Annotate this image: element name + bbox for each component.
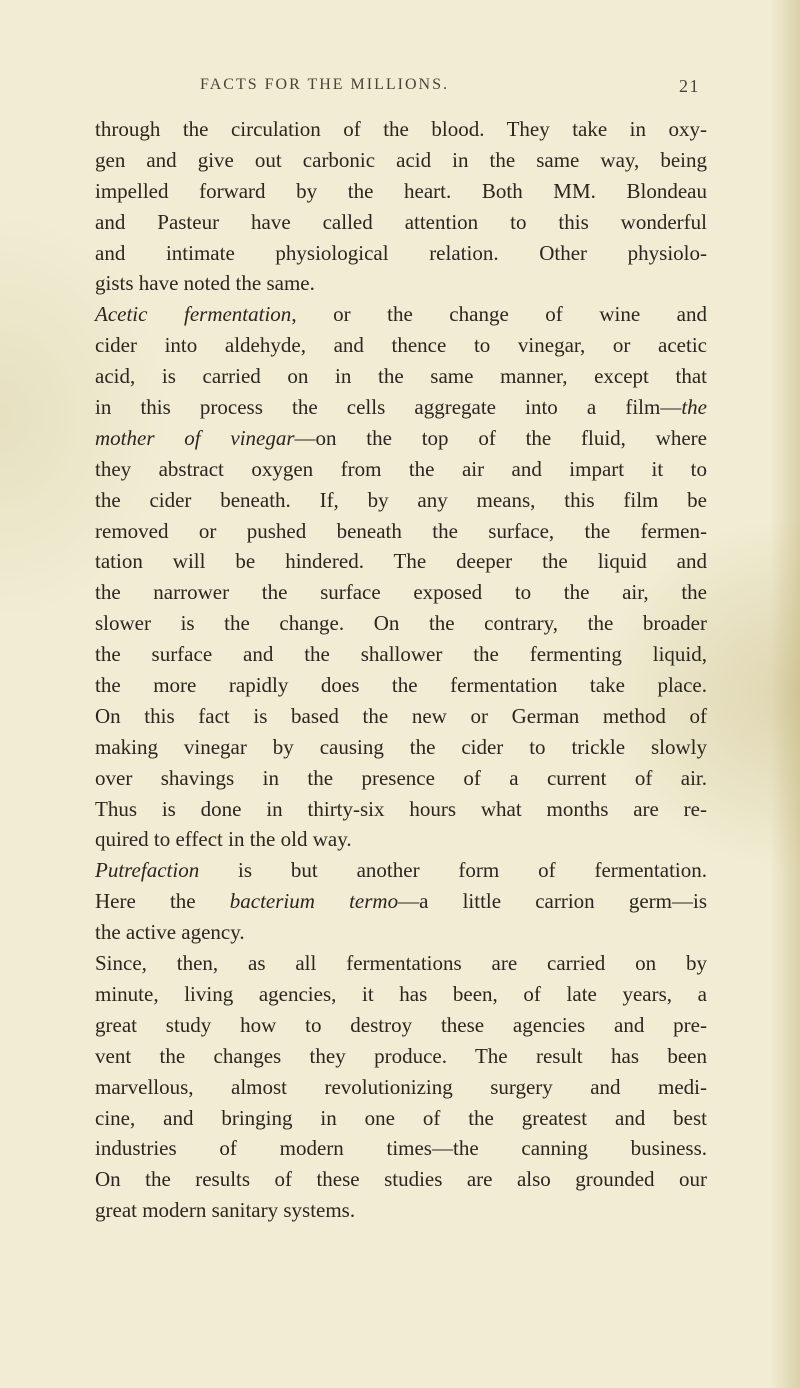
text-line xyxy=(95,701,707,732)
text-line xyxy=(95,763,707,794)
text-line xyxy=(95,948,707,979)
text-line xyxy=(95,886,707,917)
text-segment: the surface and the shallower the fermenting liquid, xyxy=(95,642,707,667)
text-segment: marvellous, almost revolutionizing surgery and medi- xyxy=(95,1074,707,1099)
text-segment: gen and give out carbonic acid in the same way, being xyxy=(95,147,707,172)
text-segment: removed or pushed beneath the surface, the fermen- xyxy=(95,518,707,543)
text-line xyxy=(95,1072,707,1103)
text-segment: , or the change of wine and xyxy=(291,302,707,327)
text-segment: industries of modern times—the canning business. xyxy=(95,1136,707,1161)
italic-text: Acetic fermentation xyxy=(95,302,292,327)
text-segment: in this process the cells aggregate into a film— xyxy=(95,395,682,420)
text-line xyxy=(95,1195,707,1226)
page-number: 21 xyxy=(679,76,700,96)
text-line xyxy=(95,824,707,855)
text-line xyxy=(95,979,707,1010)
text-line xyxy=(95,299,707,330)
text-line xyxy=(95,485,707,516)
text-line xyxy=(95,1103,707,1134)
text-segment: On the results of these studies are also grounded our xyxy=(95,1167,707,1192)
text-line xyxy=(95,361,707,392)
text-segment: through the circulation of the blood. They take in oxy- xyxy=(95,117,707,141)
page-edge-shading xyxy=(770,0,800,1388)
italic-text: bacterium termo xyxy=(229,889,399,914)
text-line xyxy=(95,516,707,547)
text-segment: quired to effect in the old way. xyxy=(95,827,352,852)
text-line xyxy=(95,423,707,454)
text-segment: —a little carrion germ—is xyxy=(398,889,707,914)
text-segment: tation will be hindered. The deeper the liquid and xyxy=(95,549,707,574)
text-segment: over shavings in the presence of a current of air. xyxy=(95,765,707,790)
text-segment: vent the changes they produce. The result has been xyxy=(95,1043,707,1068)
text-line xyxy=(95,268,707,299)
body-text xyxy=(95,114,707,1226)
text-line xyxy=(95,577,707,608)
text-segment: On this fact is based the new or German method of xyxy=(95,703,707,728)
text-line xyxy=(95,238,707,269)
text-segment: acid, is carried on in the same manner, except that xyxy=(95,364,707,389)
text-segment: —on the top of the fluid, where xyxy=(294,425,707,450)
text-segment: gists have noted the same. xyxy=(95,271,315,296)
text-line xyxy=(95,176,707,207)
text-segment: impelled forward by the heart. Both MM. Blondeau xyxy=(95,178,707,203)
text-segment: Here the xyxy=(95,889,230,914)
text-segment: cider into aldehyde, and thence to vinegar, or acetic xyxy=(95,333,707,358)
text-segment: and intimate physiological relation. Other physiolo- xyxy=(95,240,707,265)
text-segment: making vinegar by causing the cider to trickle slowly xyxy=(95,734,707,759)
text-line xyxy=(95,855,707,886)
italic-text: the xyxy=(681,395,707,420)
text-line xyxy=(95,330,707,361)
text-segment: is but another form of fermentation. xyxy=(199,858,707,883)
text-line xyxy=(95,546,707,577)
text-line xyxy=(95,114,707,145)
text-line xyxy=(95,1010,707,1041)
running-head: FACTS FOR THE MILLIONS. xyxy=(200,76,449,93)
text-line xyxy=(95,670,707,701)
text-segment: Since, then, as all fermentations are carried on by xyxy=(95,951,707,976)
text-line xyxy=(95,207,707,238)
text-line xyxy=(95,392,707,423)
text-line xyxy=(95,1041,707,1072)
text-segment: they abstract oxygen from the air and impart it to xyxy=(95,456,707,481)
text-line xyxy=(95,145,707,176)
italic-text: Putrefaction xyxy=(95,858,200,883)
text-line xyxy=(95,639,707,670)
text-line xyxy=(95,794,707,825)
text-line xyxy=(95,1164,707,1195)
text-segment: great study how to destroy these agencies and pre- xyxy=(95,1012,707,1037)
text-segment: minute, living agencies, it has been, of late years, a xyxy=(95,981,707,1006)
text-segment: the narrower the surface exposed to the air, the xyxy=(95,580,707,605)
text-line xyxy=(95,1133,707,1164)
text-line xyxy=(95,608,707,639)
italic-text: mother of vinegar xyxy=(95,425,295,450)
text-segment: slower is the change. On the contrary, the broader xyxy=(95,611,707,636)
text-segment: the more rapidly does the fermentation take place. xyxy=(95,673,707,698)
text-line xyxy=(95,732,707,763)
text-segment: the cider beneath. If, by any means, this film be xyxy=(95,487,707,512)
text-line xyxy=(95,454,707,485)
text-segment: great modern sanitary systems. xyxy=(95,1198,356,1223)
page-header xyxy=(200,76,700,102)
text-segment: cine, and bringing in one of the greatest and best xyxy=(95,1105,707,1130)
text-segment: and Pasteur have called attention to this wonderful xyxy=(95,209,707,234)
text-line xyxy=(95,917,707,948)
text-segment: the active agency. xyxy=(95,920,245,945)
text-segment: Thus is done in thirty-six hours what months are re- xyxy=(95,796,707,821)
